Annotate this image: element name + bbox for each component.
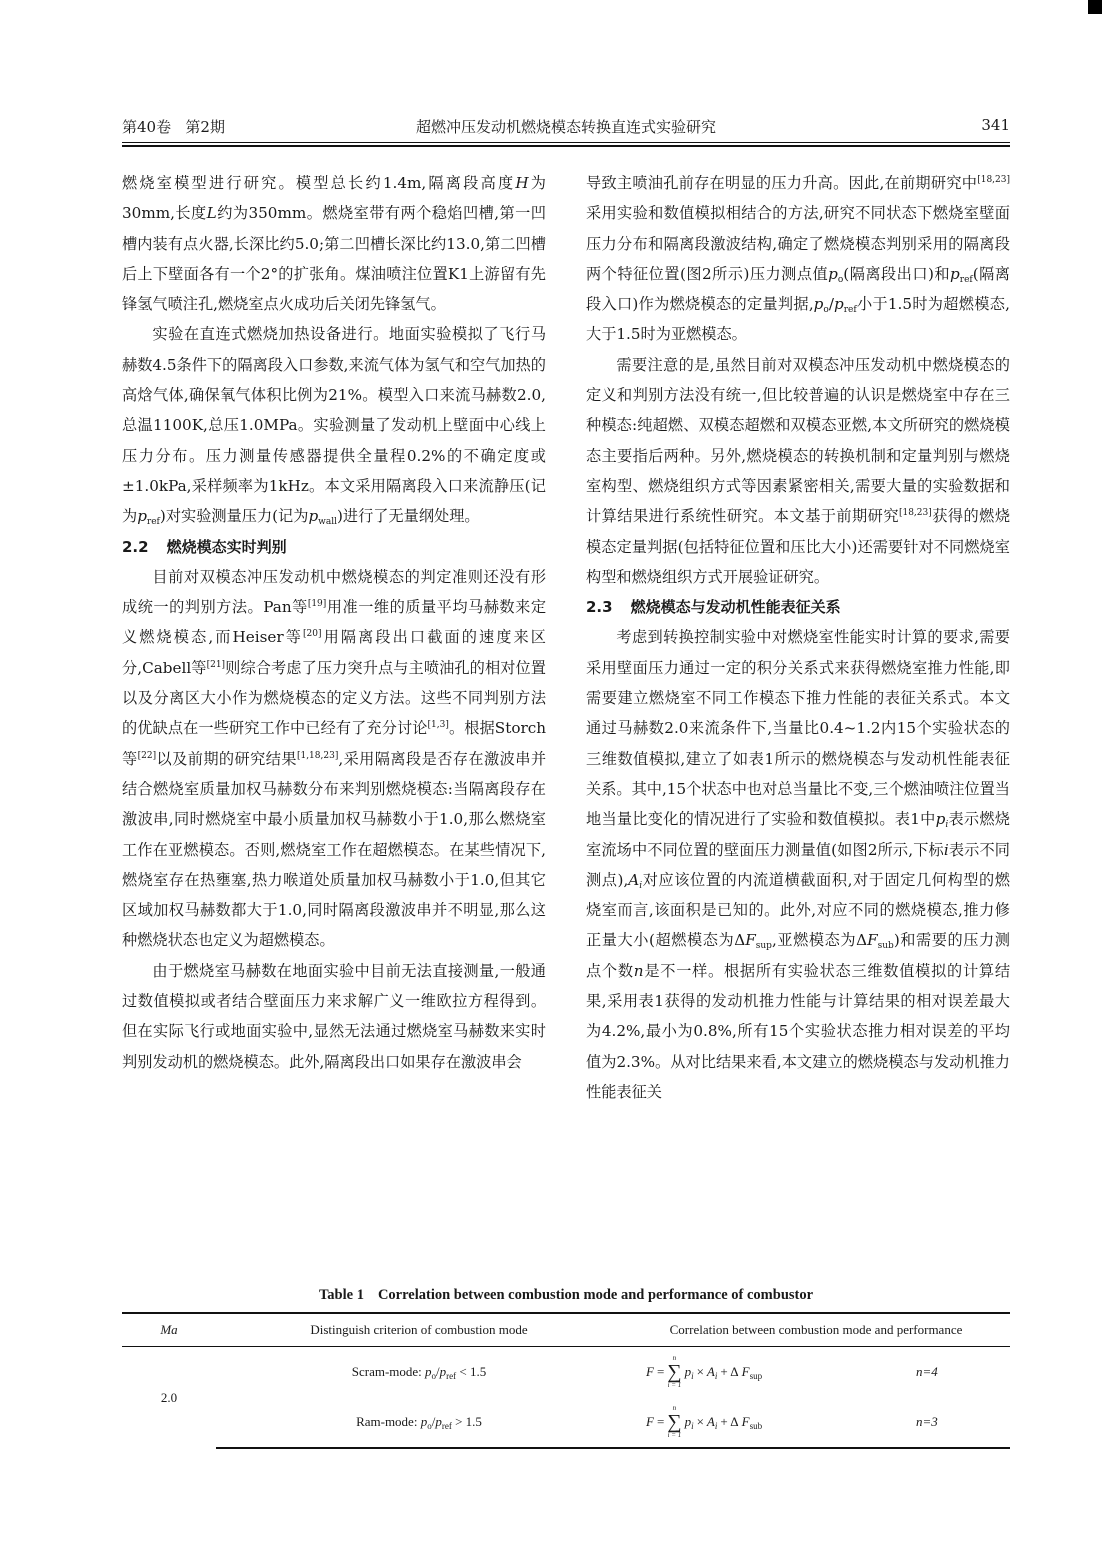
running-header — [122, 116, 1010, 140]
probe-count: n=3 — [916, 1414, 938, 1429]
citation[interactable]: [1,3] — [427, 720, 449, 731]
table-header-ma: Ma — [122, 1313, 216, 1347]
right-column — [586, 168, 1010, 1107]
volume-issue: 第40卷 第2期 — [122, 118, 225, 136]
paragraph: 燃烧室模型进行研究。模型总长约1.4m,隔离段高度H为30mm,长度L约为350mm。燃烧室带有两个稳焰凹槽,第一凹槽内装有点火器,长深比约5.0;第二凹槽长深比约13.0,第二凹槽后上下壁面各有一个2°的扩张角。煤油喷注位置K1上游留有先锋氢气喷注孔,燃烧室点火成功后关闭先锋氢气。 — [122, 174, 546, 314]
summation-symbol: n ∑ i = 1 — [667, 1354, 682, 1389]
citation[interactable]: [20] — [303, 629, 322, 640]
ma-value-cell: 2.0 — [160, 1389, 178, 1405]
page-corner-mark — [1088, 0, 1102, 14]
table-row — [122, 1347, 1010, 1398]
citation[interactable]: [21] — [206, 659, 226, 670]
paragraph: 考虑到转换控制实验中对燃烧室性能实时计算的要求,需要采用壁面压力通过一定的积分关系式来获得燃烧室推力性能,即需要建立燃烧室不同工作模态下推力性能的表征关系式。本文通过马赫数2.0来流条件下,当量比0.4~1.2内15个实验状态的三维数值模拟,建立了如表1所示的燃烧模态与发动机性能表征关系。其中,15个状态中也对总当量比不变,三个燃油喷注位置当地当量比变化的情况进行了实验和数值模拟。表1中$p_i$表示燃烧室流场中不同位置的壁面压力测量值(如图2所示,下标i表示不同测点)$,A_i$对应该位置的内流道横截面积,对于固定几何构型的燃烧室而言,该面积是已知的。此外,对应不同的燃烧模态,推力修正量大小(超燃模态为$\Delta F_{sup}$,亚燃模态为$\Delta F_{sub}$)和需要的压力测点个数n是不一样。根据所有实验状态三维数值模拟的计算结果,采用表1获得的发动机推力性能与计算结果的相对误差最大为4.2%,最小为0.8%,所有15个实验状态推力相对误差的平均值为2.3%。从对比结果来看,本文建立的燃烧模态与发动机推力性能表征关 — [586, 628, 1011, 1101]
paragraph: 实验在直连式燃烧加热设备进行。地面实验模拟了飞行马赫数4.5条件下的隔离段入口参数,来流气体为氢气和空气加热的高焓气体,确保氧气体积比例为21%。模型入口来流马赫数2.0,总温1100K,总压1.0MPa。实验测量了发动机上壁面中心线上压力分布。压力测量传感器提供全量程0.2%的不确定度或±1.0kPa,采样频率为1kHz。本文采用隔离段入口来流静压(记为$p_{ref}$)对实验测量压力(记为$p_{wall}$)进行了无量纲处理。 — [122, 325, 546, 528]
citation[interactable]: [19] — [307, 599, 327, 610]
criterion-cell: Scram-mode: $p_o/p_{ref} < 1.5$ — [351, 1364, 487, 1381]
citation[interactable]: [22] — [137, 750, 157, 761]
correlation-table — [122, 1312, 1010, 1449]
table-header-correlation: Correlation between combustion mode and performance — [622, 1313, 1010, 1347]
table-caption: Table 1 Correlation between combustion mode and performance of combustor — [318, 1287, 814, 1303]
thrust-formula: F = n ∑ i = 1 $p_i$ × $A_i$ + Δ $F_{sub}$ — [646, 1404, 763, 1439]
criterion-cell: Ram-mode: $p_o/p_{ref} > 1.5$ — [216, 1397, 622, 1448]
paragraph: 由于燃烧室马赫数在地面实验中目前无法直接测量,一般通过数值模拟或者结合壁面压力来求解广义一维欧拉方程得到。但在实际飞行或地面实验中,显然无法通过燃烧室马赫数来实时判别发动机的燃烧模态。此外,隔离段出口如果存在激波串会 — [122, 961, 546, 1071]
paragraph: 导致主喷油孔前存在明显的压力升高。因此,在前期研究中[18,23]采用实验和数值模拟相结合的方法,研究不同状态下燃烧室壁面压力分布和隔离段激波结构,确定了燃烧模态判别采用的隔离段两个特征位置(图2所示)压力测点值$p_o$(隔离段出口)和$p_{ref}$(隔离段入口)作为燃烧模态的定量判据$,p_o/p_{ref}$小于1.5时为超燃模态,大于1.5时为亚燃模态。 — [586, 174, 1010, 344]
page-number: 341 — [981, 116, 1010, 134]
table-header-criterion: Distinguish criterion of combustion mode — [216, 1313, 622, 1347]
formula-cell — [622, 1397, 1010, 1448]
header-rule — [122, 142, 1010, 147]
journal-article-title: 超燃冲压发动机燃烧模态转换直连式实验研究 — [415, 118, 716, 136]
probe-count: n=4 — [916, 1364, 938, 1379]
paragraph: 需要注意的是,虽然目前对双模态冲压发动机中燃烧模态的定义和判别方法没有统一,但比较普遍的认识是燃烧室中存在三种模态:纯超燃、双模态超燃和双模态亚燃,本文所研究的燃烧模态主要指后两种。另外,燃烧模态的转换机制和定量判别与燃烧室构型、燃烧组织方式等因素紧密相关,需要大量的实验数据和计算结果进行系统性研究。本文基于前期研究[18,23]获得的燃烧模态定量判据(包括特征位置和压比大小)还需要针对不同燃烧室构型和燃烧组织方式开展验证研究。 — [586, 355, 1011, 586]
summation-symbol: n ∑ i = 1 — [667, 1404, 682, 1439]
citation[interactable]: [18,23] — [898, 508, 932, 519]
left-column — [122, 168, 546, 1077]
paragraph: 目前对双模态冲压发动机中燃烧模态的判定准则还没有形成统一的判别方法。Pan等[19]用准一维的质量平均马赫数来定义燃烧模态,而Heiser等[20]用隔离段出口截面的速度来区分,Cabell等[21]则综合考虑了压力突升点与主喷油孔的相对位置以及分离区大小作为燃烧模态的定义方法。这些不同判别方法的优缺点在一些研究工作中已经有了充分讨论[1,3]。根据Storch等[22]以及前期的研究结果[1,18,23],采用隔离段是否存在激波串并结合燃烧室质量加权马赫数分布来判别燃烧模态:当隔离段存在激波串,同时燃烧室中最小质量加权马赫数小于1.0,那么燃烧室工作在亚燃模态。否则,燃烧室工作在超燃模态。在某些情况下,燃烧室存在热壅塞,热力喉道处质量加权马赫数小于1.0,但其它区域加权马赫数都大于1.0,同时隔离段激波串并不明显,那么这种燃烧状态也定义为超燃模态。 — [122, 567, 547, 950]
section-heading-2-2: 2.2 燃烧模态实时判别 — [122, 537, 287, 556]
table-header-row — [122, 1313, 1010, 1347]
thrust-formula: F = n ∑ i = 1 $p_i$ × $A_i$ + Δ $F_{sup}$ — [646, 1354, 763, 1389]
citation[interactable]: [1,18,23] — [296, 750, 339, 761]
formula-cell — [622, 1347, 1010, 1398]
table-row — [122, 1397, 1010, 1448]
citation[interactable]: [18,23] — [977, 175, 1010, 185]
section-heading-2-3: 2.3 燃烧模态与发动机性能表征关系 — [586, 598, 841, 617]
